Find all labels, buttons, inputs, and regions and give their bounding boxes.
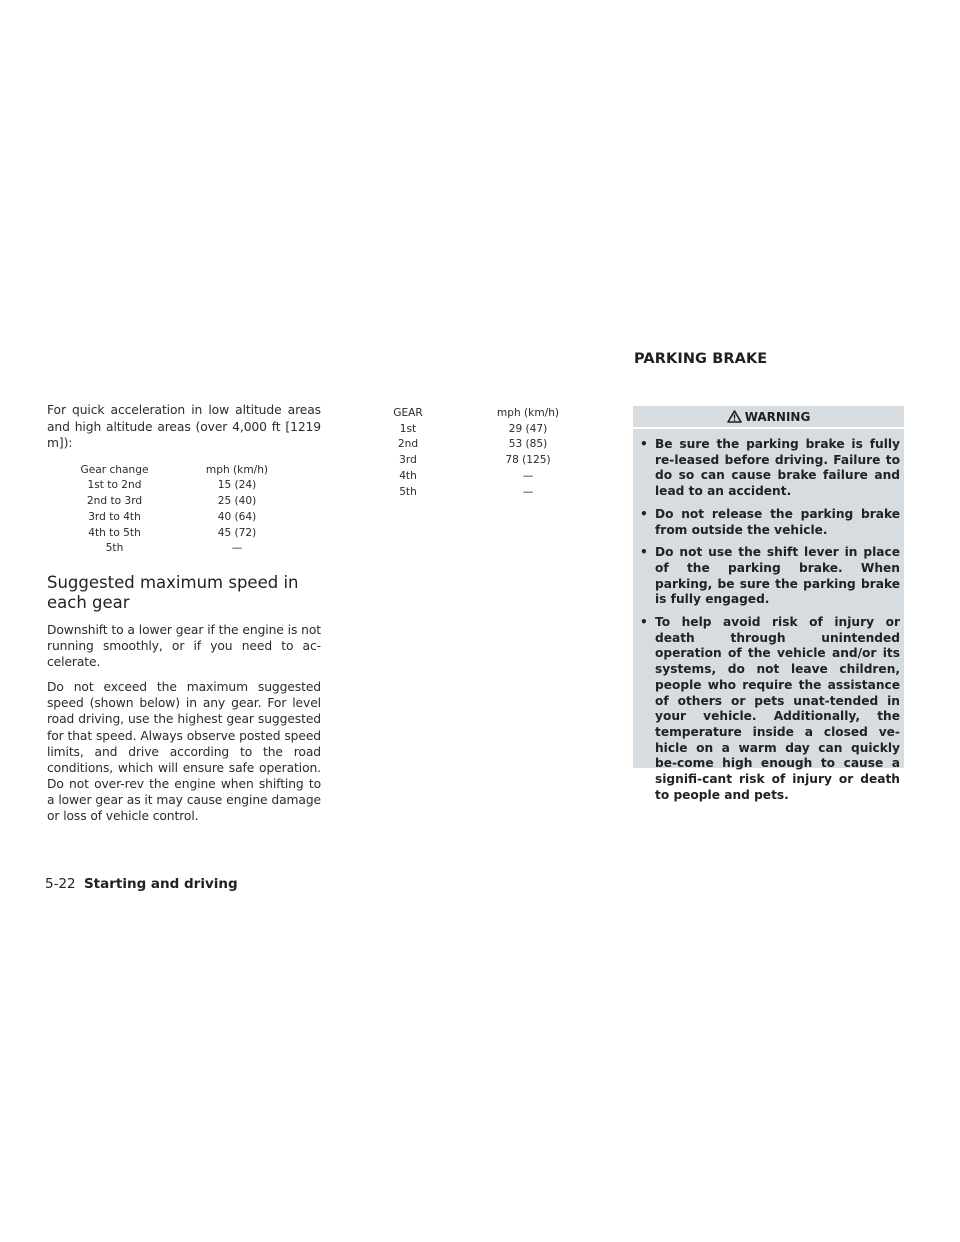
table-cell: 45 (72) bbox=[217, 526, 257, 539]
left-column bbox=[47, 402, 321, 833]
warning-text: To help avoid risk of injury or death through unintended operation of the vehicle and/or its systems, do not leave children, people who require the assistance of others or pets unat-tended in your vehicle. Additionally, the temperature inside a closed ve-hicle on a warm day can quickly be-come high enough to cause a signifi-cant risk of injury or death to people and pets. bbox=[655, 615, 900, 802]
column-header: mph (km/h) bbox=[496, 407, 560, 419]
column-header: Gear change bbox=[80, 463, 149, 476]
table-cell: 29 (47) bbox=[508, 422, 548, 435]
list-item bbox=[640, 615, 900, 803]
warning-box bbox=[633, 406, 904, 802]
table-cell: 1st bbox=[399, 422, 417, 435]
list-item bbox=[640, 545, 900, 608]
table-row bbox=[368, 422, 608, 438]
warning-list bbox=[633, 437, 904, 803]
table-row bbox=[47, 526, 292, 542]
section-heading: Suggested maximum speed in each gear bbox=[47, 573, 299, 612]
middle-column bbox=[368, 406, 608, 500]
table-cell: 4th bbox=[399, 469, 417, 482]
bullet-icon: • bbox=[640, 437, 648, 451]
table-header-row bbox=[47, 463, 292, 479]
warning-title bbox=[633, 406, 904, 427]
bullet-icon: • bbox=[640, 506, 648, 521]
table-cell: 78 (125) bbox=[505, 454, 551, 467]
bullet-icon: • bbox=[640, 545, 648, 560]
table-cell: 40 (64) bbox=[217, 510, 257, 523]
warning-text: Do not use the shift lever in place of the parking brake. When parking, be sure the parking brake is fully engaged. bbox=[655, 545, 900, 607]
table-row bbox=[47, 494, 292, 510]
shift-speed-table bbox=[47, 463, 292, 557]
intro-text: For quick acceleration in low altitude areas and high altitude areas (over 4,000 ft [1219 m]): bbox=[47, 403, 321, 451]
table-cell: 1st to 2nd bbox=[87, 479, 142, 492]
body-paragraph: Downshift to a lower gear if the engine is not running smoothly, or if you need to ac-celerate. bbox=[47, 623, 321, 670]
page-number: 5-22 bbox=[45, 876, 76, 892]
table-cell: 53 (85) bbox=[508, 438, 548, 451]
table-row bbox=[368, 453, 608, 469]
table-header-row bbox=[368, 406, 608, 422]
table-cell: 15 (24) bbox=[217, 479, 257, 492]
divider bbox=[633, 427, 904, 429]
parking-brake-heading: PARKING BRAKE bbox=[634, 351, 768, 367]
max-speed-table bbox=[368, 406, 608, 500]
column-header: mph (km/h) bbox=[205, 463, 269, 476]
page-footer bbox=[45, 876, 238, 892]
warning-title-text: WARNING bbox=[744, 409, 811, 424]
footer-section-title: Starting and driving bbox=[83, 876, 238, 892]
table-cell: — bbox=[231, 542, 243, 555]
table-cell: 5th bbox=[399, 485, 417, 498]
list-item bbox=[640, 437, 900, 500]
list-item bbox=[640, 507, 900, 538]
table-row bbox=[368, 485, 608, 501]
table-cell: 25 (40) bbox=[217, 495, 257, 508]
table-cell: 2nd to 3rd bbox=[86, 495, 143, 508]
table-cell: 5th bbox=[105, 542, 124, 555]
table-row bbox=[368, 437, 608, 453]
warning-triangle-icon bbox=[727, 410, 742, 423]
table-row bbox=[47, 541, 292, 557]
table-row bbox=[47, 510, 292, 526]
table-cell: 4th to 5th bbox=[88, 526, 141, 539]
table-cell: — bbox=[522, 485, 534, 498]
column-header: GEAR bbox=[393, 407, 423, 419]
table-row bbox=[47, 478, 292, 494]
table-cell: 3rd to 4th bbox=[88, 510, 141, 523]
bullet-icon: • bbox=[640, 615, 648, 630]
table-cell: — bbox=[522, 469, 534, 482]
warning-text: Be sure the parking brake is fully re-leased before driving. Failure to do so can cause brake failure and lead to an accident. bbox=[655, 437, 900, 499]
table-cell: 3rd bbox=[399, 454, 417, 467]
body-paragraph: Do not exceed the maximum suggested speed (shown below) in any gear. For level road driving, use the highest gear suggested for that speed. Always observe posted speed limits, and drive according to the road conditions, which will ensure safe operation. Do not over-rev the engine when shifting to a lower gear as it may cause engine damage or loss of vehicle control. bbox=[47, 680, 321, 824]
table-row bbox=[368, 469, 608, 485]
warning-text: Do not release the parking brake from outside the vehicle. bbox=[655, 506, 900, 537]
table-cell: 2nd bbox=[397, 438, 419, 451]
